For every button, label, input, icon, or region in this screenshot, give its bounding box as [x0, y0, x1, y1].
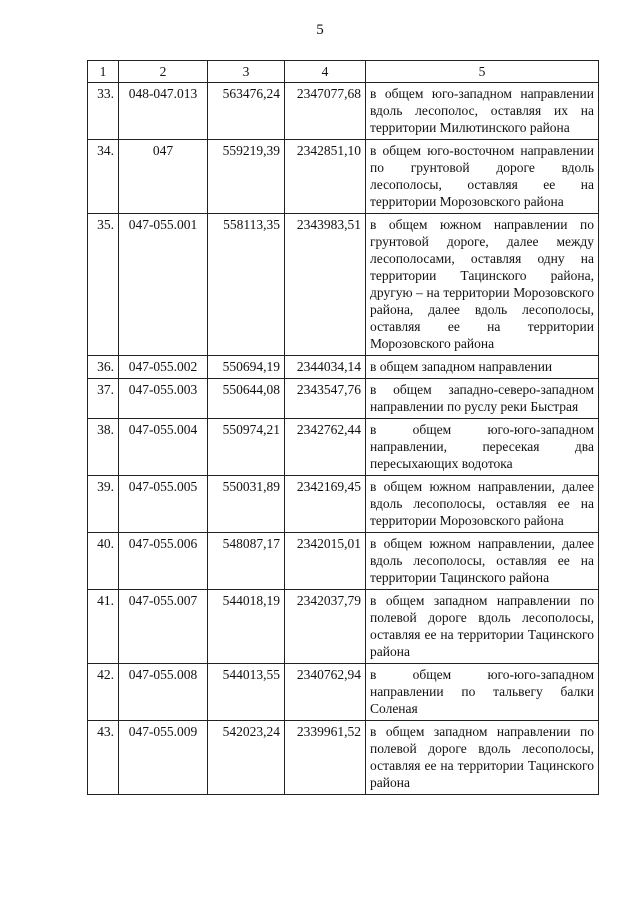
table-row	[88, 721, 599, 795]
coordinate-x: 550031,89	[208, 476, 285, 533]
point-number: 42.	[88, 664, 119, 721]
coordinate-y: 2342037,79	[285, 590, 366, 664]
table-row	[88, 379, 599, 419]
boundary-description: в общем юго-юго-западном направлении, пересекая два пересыхающих водотока	[366, 419, 599, 476]
point-code: 047-055.004	[119, 419, 208, 476]
coordinate-y: 2347077,68	[285, 83, 366, 140]
point-number: 33.	[88, 83, 119, 140]
point-code: 047-055.008	[119, 664, 208, 721]
column-header-4: 4	[285, 61, 366, 83]
table-row	[88, 533, 599, 590]
table-row	[88, 140, 599, 214]
point-number: 38.	[88, 419, 119, 476]
coordinate-x: 563476,24	[208, 83, 285, 140]
point-code: 047	[119, 140, 208, 214]
column-header-2: 2	[119, 61, 208, 83]
point-code: 047-055.006	[119, 533, 208, 590]
point-number: 41.	[88, 590, 119, 664]
table-header	[88, 61, 599, 83]
coordinate-y: 2340762,94	[285, 664, 366, 721]
boundary-description: в общем западном направлении по полевой дороге вдоль лесополосы, оставляя ее на территории Тацинского района	[366, 590, 599, 664]
point-number: 35.	[88, 214, 119, 356]
point-number: 36.	[88, 356, 119, 379]
boundary-table	[87, 60, 599, 795]
point-code: 048-047.013	[119, 83, 208, 140]
boundary-description: в общем южном направлении по грунтовой дороге, далее между лесополосами, оставляя одну на территории Тацинского района, другую – на территории Морозовского района, далее вдоль лесополосы, оставляя ее на территории Морозовского района	[366, 214, 599, 356]
column-header-5: 5	[366, 61, 599, 83]
table-row	[88, 214, 599, 356]
boundary-description: в общем южном направлении, далее вдоль лесополосы, оставляя ее на территории Тацинского района	[366, 533, 599, 590]
boundary-description: в общем юго-юго-западном направлении по тальвегу балки Соленая	[366, 664, 599, 721]
table-row	[88, 664, 599, 721]
coordinate-y: 2339961,52	[285, 721, 366, 795]
point-code: 047-055.002	[119, 356, 208, 379]
coordinate-y: 2343983,51	[285, 214, 366, 356]
page-number: 5	[316, 22, 324, 38]
point-number: 34.	[88, 140, 119, 214]
table-row	[88, 83, 599, 140]
point-code: 047-055.005	[119, 476, 208, 533]
point-code: 047-055.001	[119, 214, 208, 356]
boundary-description: в общем южном направлении, далее вдоль лесополосы, оставляя ее на территории Морозовского района	[366, 476, 599, 533]
coordinate-y: 2342169,45	[285, 476, 366, 533]
boundary-description: в общем юго-восточном направлении по грунтовой дороге вдоль лесополосы, оставляя ее на территории Морозовского района	[366, 140, 599, 214]
table-row	[88, 476, 599, 533]
boundary-description: в общем западном направлении	[366, 356, 599, 379]
coordinate-y: 2342851,10	[285, 140, 366, 214]
table-row	[88, 590, 599, 664]
point-code: 047-055.009	[119, 721, 208, 795]
point-code: 047-055.007	[119, 590, 208, 664]
coordinate-x: 550644,08	[208, 379, 285, 419]
point-number: 37.	[88, 379, 119, 419]
point-number: 43.	[88, 721, 119, 795]
point-number: 39.	[88, 476, 119, 533]
coordinate-y: 2342762,44	[285, 419, 366, 476]
coordinate-x: 550694,19	[208, 356, 285, 379]
coordinate-x: 548087,17	[208, 533, 285, 590]
boundary-description: в общем западно-северо-западном направлении по руслу реки Быстрая	[366, 379, 599, 419]
coordinate-x: 550974,21	[208, 419, 285, 476]
table-row	[88, 356, 599, 379]
table-body	[88, 83, 599, 795]
coordinate-x: 542023,24	[208, 721, 285, 795]
coordinate-x: 559219,39	[208, 140, 285, 214]
column-header-1: 1	[88, 61, 119, 83]
coordinate-y: 2342015,01	[285, 533, 366, 590]
boundary-description: в общем юго-западном направлении вдоль лесополос, оставляя их на территории Милютинского района	[366, 83, 599, 140]
boundary-description: в общем западном направлении по полевой дороге вдоль лесополосы, оставляя ее на территории Тацинского района	[366, 721, 599, 795]
point-code: 047-055.003	[119, 379, 208, 419]
column-header-3: 3	[208, 61, 285, 83]
coordinate-x: 544018,19	[208, 590, 285, 664]
coordinate-y: 2343547,76	[285, 379, 366, 419]
coordinate-y: 2344034,14	[285, 356, 366, 379]
coordinate-x: 558113,35	[208, 214, 285, 356]
point-number: 40.	[88, 533, 119, 590]
header-row	[88, 61, 599, 83]
coordinate-x: 544013,55	[208, 664, 285, 721]
table-row	[88, 419, 599, 476]
